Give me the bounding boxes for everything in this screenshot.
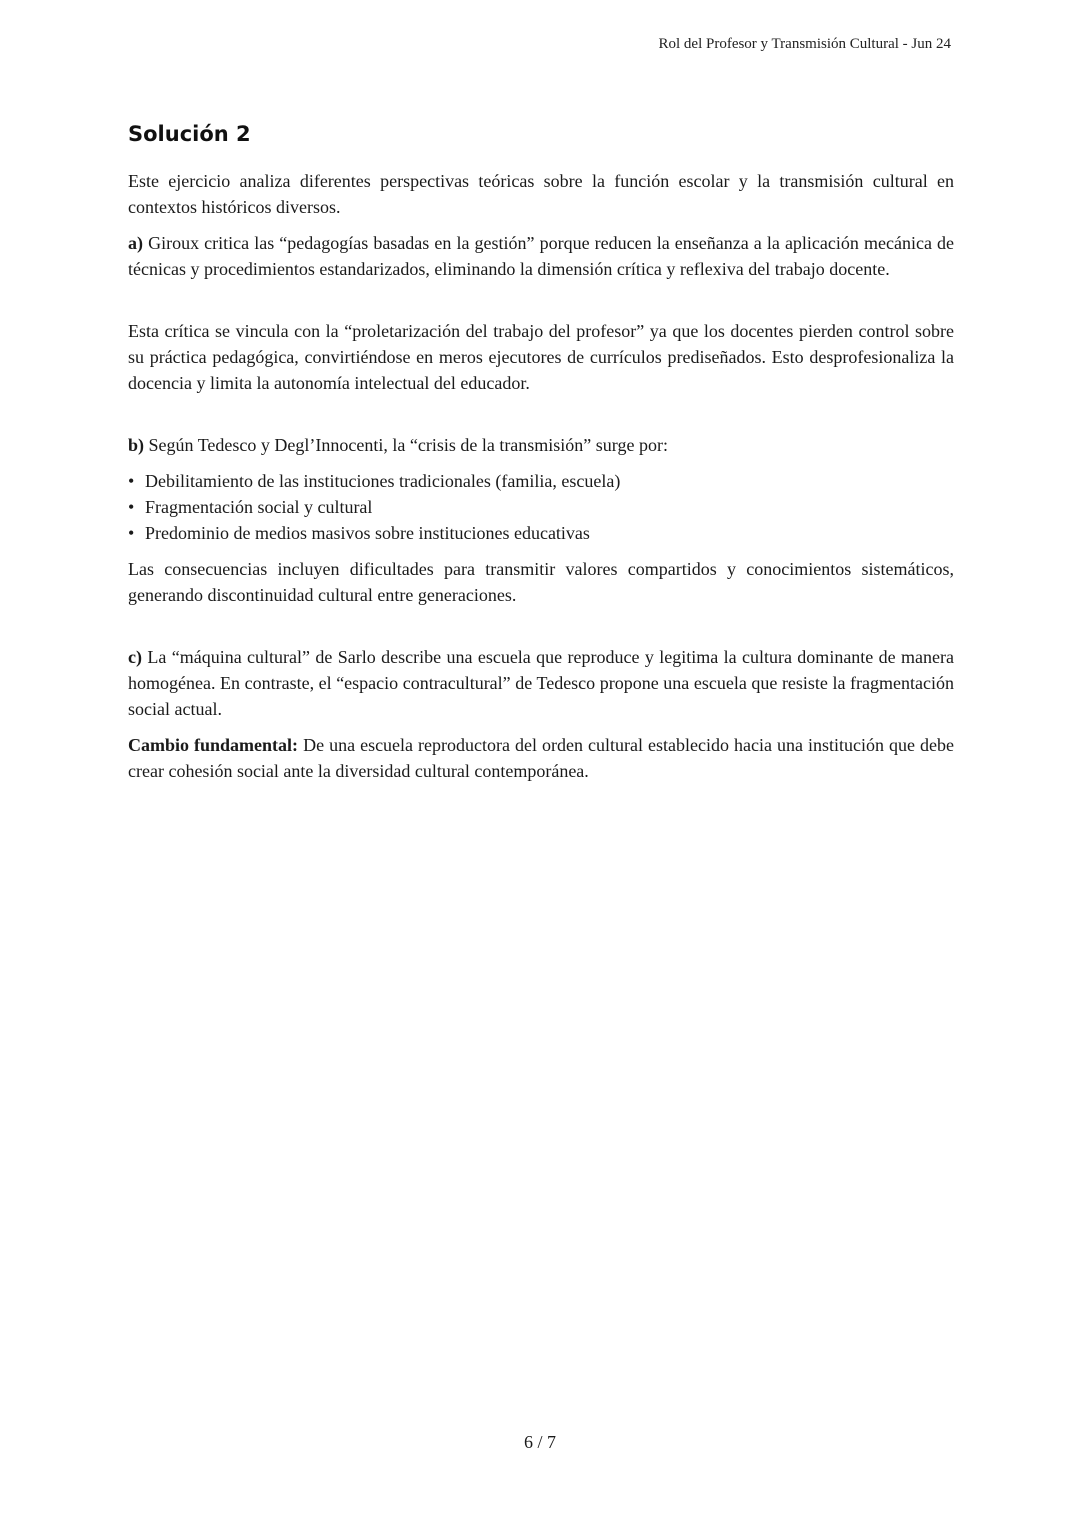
part-a-followup-paragraph: Esta crítica se vincula con la “proletarización del trabajo del profesor” ya que los docentes pierden control sobre su práctica pedagógica, convirtiéndose en meros ejecutores de currículos prediseñados. Esto desprofesionaliza la docencia y limita la autonomía intelectual del educador. [128, 321, 954, 393]
fundamental-change-text: De una escuela reproductora del orden cultural establecido hacia una institución que debe crear cohesión social ante la diversidad cultural contemporánea. [128, 735, 955, 781]
list-item [128, 494, 954, 520]
part-c-paragraph [128, 644, 954, 722]
bullet-icon: • [128, 523, 135, 543]
intro-paragraph: Este ejercicio analiza diferentes perspectivas teóricas sobre la función escolar y la transmisión cultural en contextos históricos diversos. [128, 171, 954, 217]
bullet-icon: • [128, 497, 135, 517]
list-item [128, 520, 954, 546]
list-item-text: Fragmentación social y cultural [145, 497, 373, 517]
fundamental-change-paragraph [128, 732, 954, 784]
part-c-label: c) [128, 647, 142, 667]
page-number: 6 / 7 [523, 1432, 556, 1452]
running-header: Rol del Profesor y Transmisión Cultural - Jun 24 [658, 36, 951, 52]
part-a-text: Giroux critica las “pedagogías basadas en la gestión” porque reducen la enseñanza a la aplicación mecánica de técnicas y procedimientos estandarizados, eliminando la dimensión crítica y reflexiva del trabajo docente. [128, 233, 954, 279]
part-b-paragraph [128, 432, 954, 458]
causes-list [128, 468, 954, 546]
section-title: Solución 2 [128, 122, 251, 146]
page-content [128, 122, 954, 784]
list-item-text: Predominio de medios masivos sobre instituciones educativas [145, 523, 590, 543]
part-b-label: b) [128, 435, 145, 455]
part-c-text: La “máquina cultural” de Sarlo describe una escuela que reproduce y legitima la cultura dominante de manera homogénea. En contraste, el “espacio contracultural” de Tedesco propone una escuela que resiste la fragmentación social actual. [128, 647, 954, 719]
part-a-paragraph [128, 230, 954, 282]
part-a-label: a) [128, 233, 143, 253]
bullet-icon: • [128, 471, 135, 491]
consequences-paragraph: Las consecuencias incluyen dificultades para transmitir valores compartidos y conocimientos sistemáticos, generando discontinuidad cultural entre generaciones. [128, 559, 954, 605]
part-b-text: Según Tedesco y Degl’Innocenti, la “crisis de la transmisión” surge por: [144, 435, 668, 455]
list-item [128, 468, 954, 494]
list-item-text: Debilitamiento de las instituciones tradicionales (familia, escuela) [145, 471, 621, 491]
fundamental-change-label: Cambio fundamental: [128, 735, 299, 755]
